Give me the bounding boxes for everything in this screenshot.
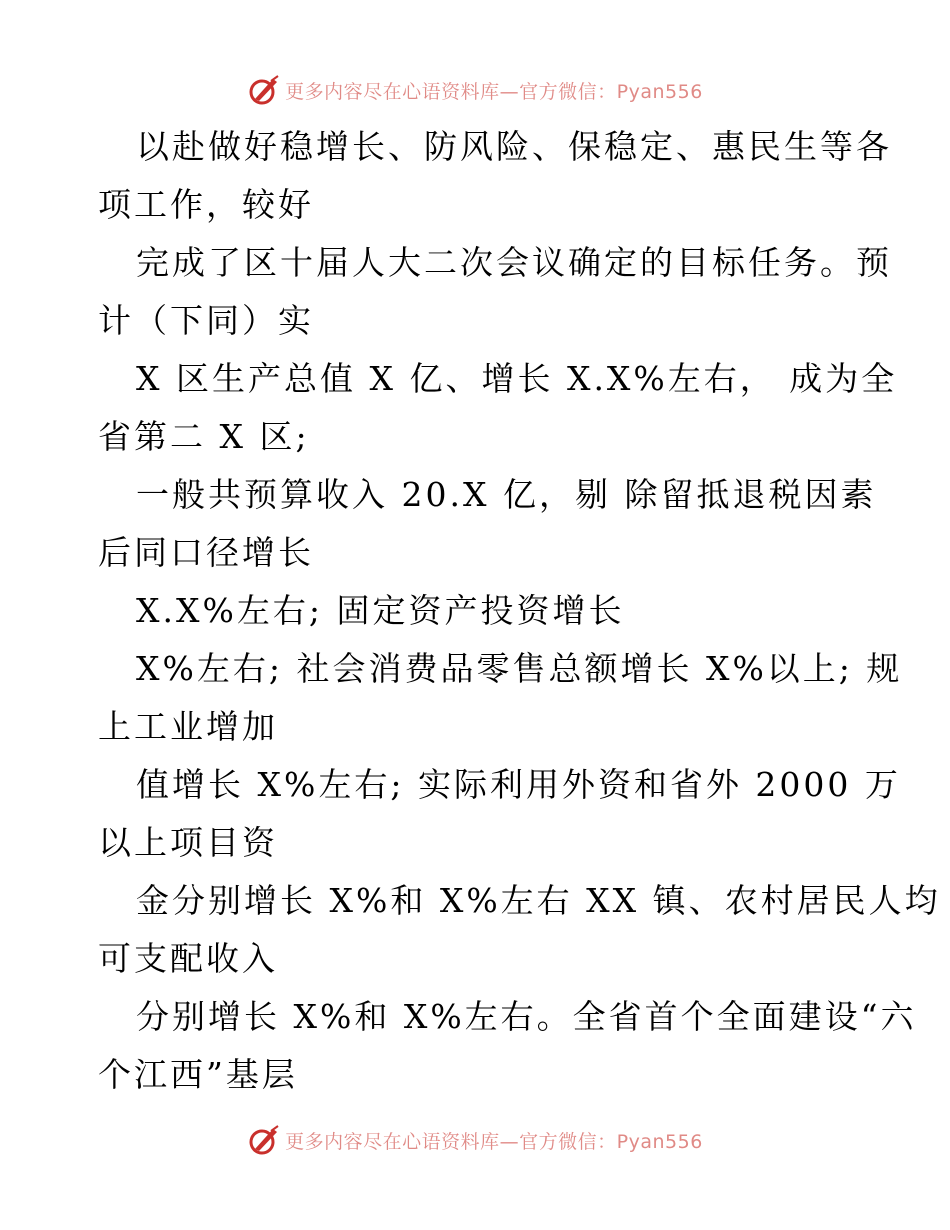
paragraph-line: 分别增长 X%和 X%左右。全省首个全面建设“六 xyxy=(136,997,917,1036)
footer-banner xyxy=(0,1120,950,1160)
paragraph-line: 上工业增加 xyxy=(98,707,278,746)
paragraph-line: X%左右; 社会消费品零售总额增长 X%以上; 规 xyxy=(136,649,903,688)
banner-text: 更多内容尽在心语资料库—官方微信：Pyan556 xyxy=(285,1130,703,1153)
paragraph-line: 计（下同）实 xyxy=(98,301,314,340)
paragraph-line: 值增长 X%左右; 实际利用外资和省外 2000 万 xyxy=(136,765,901,804)
paragraph-line: 后同口径增长 xyxy=(98,533,314,572)
header-banner xyxy=(0,70,950,110)
paragraph-line: 可支配收入 xyxy=(98,939,278,978)
banner-text: 更多内容尽在心语资料库—官方微信：Pyan556 xyxy=(285,80,703,103)
paragraph-line: 以上项目资 xyxy=(98,823,278,862)
paragraph-line: 一般共预算收入 20.X 亿，剔 除留抵退税因素 xyxy=(136,475,877,514)
paragraph-line: 项工作，较好 xyxy=(98,185,314,224)
paragraph-line: 金分别增长 X%和 X%左右 XX 镇、农村居民人均 xyxy=(136,881,941,920)
paragraph-line: 省第二 X 区; xyxy=(98,417,310,456)
quill-pen-logo-icon xyxy=(247,73,281,107)
paragraph-line: X.X%左右; 固定资产投资增长 xyxy=(136,591,625,630)
quill-pen-logo-icon xyxy=(247,1123,281,1157)
paragraph-line: 以赴做好稳增长、防风险、保稳定、惠民生等各 xyxy=(136,127,892,166)
paragraph-line: X 区生产总值 X 亿、增长 X.X%左右， 成为全 xyxy=(136,359,898,398)
paragraph-line: 个江西”基层 xyxy=(98,1055,298,1094)
paragraph-line: 完成了区十届人大二次会议确定的目标任务。预 xyxy=(136,243,892,282)
document-body xyxy=(98,118,941,1104)
